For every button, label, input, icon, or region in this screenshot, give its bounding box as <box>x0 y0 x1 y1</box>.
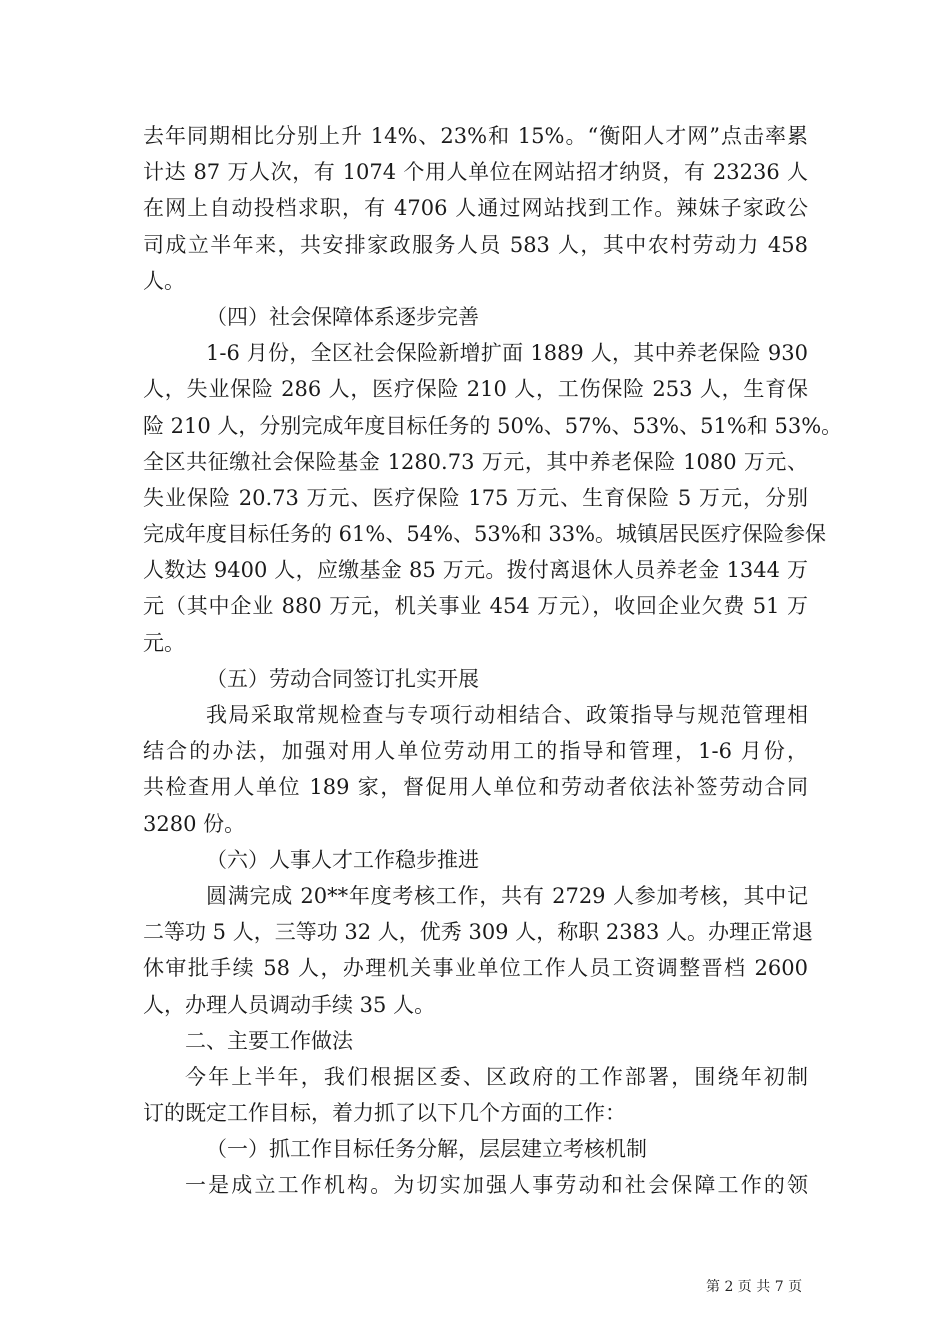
paragraph-line: 休审批手续 58 人，办理机关事业单位工作人员工资调整晋档 2600 <box>143 956 808 981</box>
paragraph-line: 人，办理人员调动手续 35 人。 <box>143 992 436 1017</box>
paragraph-line: 司成立半年来，共安排家政服务人员 583 人，其中农村劳动力 458 <box>143 232 808 257</box>
paragraph-line: 共检查用人单位 189 家，督促用人单位和劳动者依法补签劳动合同 <box>143 775 808 800</box>
paragraph-line: 险 210 人，分别完成年度目标任务的 50%、57%、53%、51%和 53%。 <box>143 413 843 438</box>
paragraph-line: 去年同期相比分别上升 14%、23%和 15%。“衡阳人才网”点击率累 <box>143 124 808 148</box>
section-heading: 二、主要工作做法 <box>185 1028 353 1053</box>
section-heading: （一）抓工作目标任务分解，层层建立考核机制 <box>206 1137 647 1162</box>
paragraph-line: 人，失业保险 286 人，医疗保险 210 人，工伤保险 253 人，生育保 <box>143 377 808 402</box>
paragraph-line: 元（其中企业 880 万元，机关事业 454 万元），收回企业欠费 51 万 <box>143 594 808 619</box>
paragraph-line: 圆满完成 20**年度考核工作，共有 2729 人参加考核，其中记 <box>206 883 808 908</box>
section-heading: （六）人事人才工作稳步推进 <box>206 847 479 872</box>
paragraph-line: 全区共征缴社会保险基金 1280.73 万元，其中养老保险 1080 万元、 <box>143 449 808 474</box>
paragraph-line: 二等功 5 人，三等功 32 人，优秀 309 人，称职 2383 人。办理正常退 <box>143 920 814 945</box>
page-number-footer: 第 2 页 共 7 页 <box>706 1279 803 1295</box>
paragraph-line: 在网上自动投档求职，有 4706 人通过网站找到工作。辣妹子家政公 <box>143 196 808 221</box>
paragraph-line: 计达 87 万人次，有 1074 个用人单位在网站招才纳贤，有 23236 人 <box>143 160 808 185</box>
paragraph-line: 3280 份。 <box>143 811 246 836</box>
section-heading: （四）社会保障体系逐步完善 <box>206 304 479 329</box>
paragraph-line: 订的既定工作目标，着力抓了以下几个方面的工作： <box>143 1101 626 1126</box>
paragraph-line: 人数达 9400 人，应缴基金 85 万元。拨付离退休人员养老金 1344 万 <box>143 558 808 583</box>
section-heading: （五）劳动合同签订扎实开展 <box>206 666 479 691</box>
paragraph-line: 人。 <box>143 268 185 293</box>
paragraph-line: 完成年度目标任务的 61%、54%、53%和 33%。城镇居民医疗保险参保 <box>143 522 827 547</box>
paragraph-line: 失业保险 20.73 万元、医疗保险 175 万元、生育保险 5 万元，分别 <box>143 485 808 510</box>
paragraph-line: 元。 <box>143 630 185 655</box>
paragraph-line: 一是成立工作机构。为切实加强人事劳动和社会保障工作的领 <box>185 1173 808 1198</box>
document-body <box>143 118 843 1204</box>
paragraph-line: 我局采取常规检查与专项行动相结合、政策指导与规范管理相 <box>206 703 808 727</box>
paragraph-line: 1-6 月份，全区社会保险新增扩面 1889 人，其中养老保险 930 <box>206 341 808 366</box>
paragraph-line: 今年上半年，我们根据区委、区政府的工作部署，围绕年初制 <box>185 1064 808 1089</box>
paragraph-line: 结合的办法，加强对用人单位劳动用工的指导和管理，1-6 月份， <box>143 739 808 764</box>
